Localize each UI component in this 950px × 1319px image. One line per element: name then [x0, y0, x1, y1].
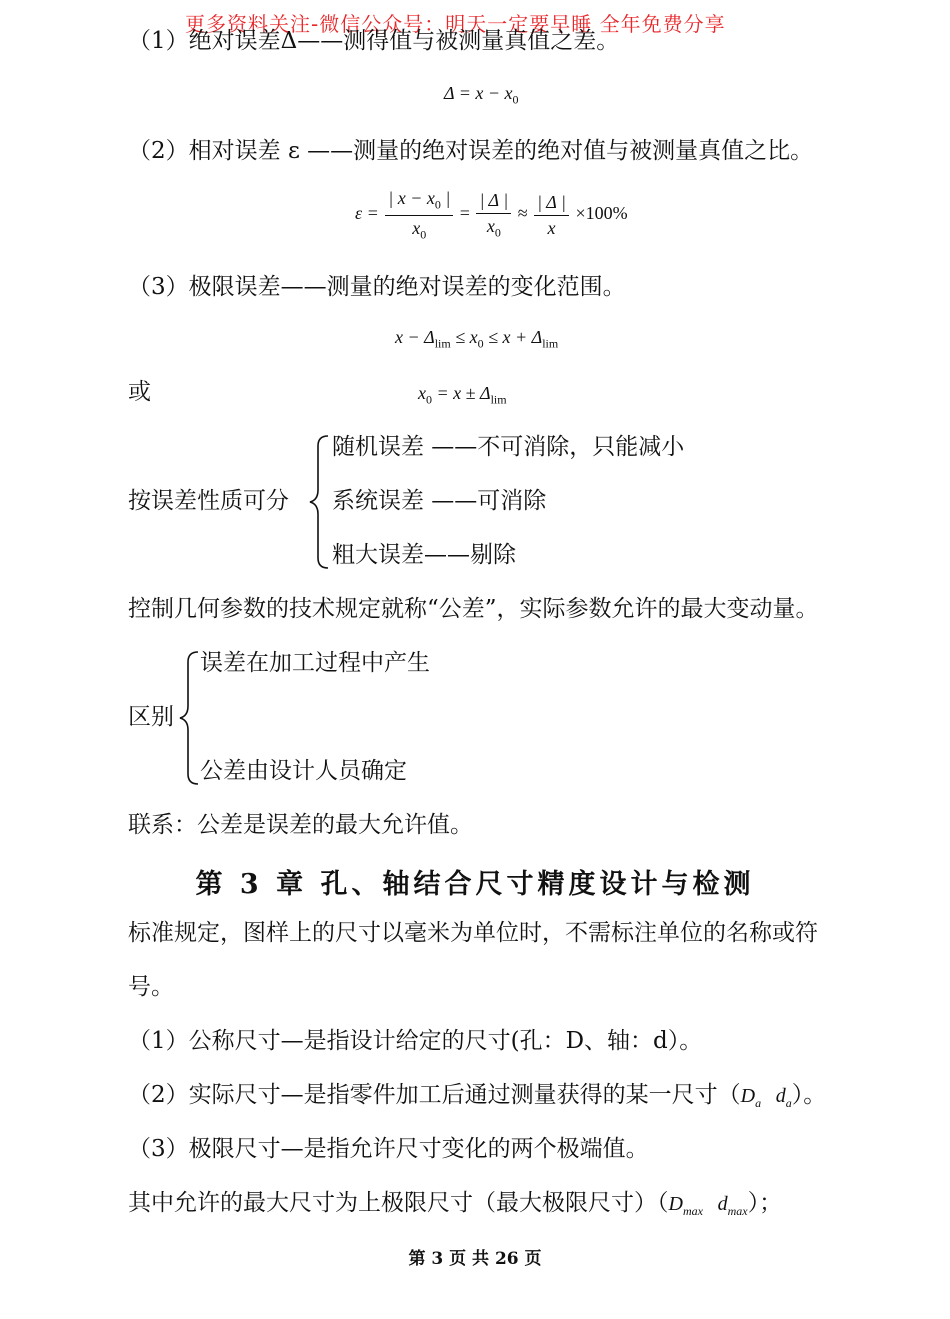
fraction-delta-x — [534, 192, 569, 239]
difference-brace-icon — [176, 648, 200, 788]
difference-entry-tolerance: 公差由设计人员确定 — [200, 758, 407, 784]
max-size-definition: 其中允许的最大尺寸为上极限尺寸（最大极限尺寸）（$D_{max}$ $d_{max}$）； — [128, 1190, 783, 1218]
fraction-denominator: $x_0$ — [412, 217, 427, 242]
standard-text-line-1: 标准规定，图样上的尺寸以毫米为单位时，不需标注单位的名称或符 — [128, 920, 818, 946]
equation-limit-range: $x - \Delta_{lim} \le x_0 \le x + \Delta_{lim}$ — [395, 327, 559, 351]
watermark-text: 更多资料关注-微信公众号：明天一定要早睡 全年免费分享 — [185, 12, 726, 36]
fraction-numerator: | Δ | — [534, 192, 569, 216]
equation-plus-minus: $x_0 = x \pm \Delta_{lim}$ — [418, 383, 507, 407]
equation-absolute-error — [444, 83, 519, 108]
nominal-size-definition: （1）公称尺寸—是指设计给定的尺寸(孔：D、轴：d）。 — [128, 1028, 703, 1054]
limit-size-definition: （3）极限尺寸—是指允许尺寸变化的两个极端值。 — [128, 1136, 649, 1162]
symbol-d-a: $d_a$ — [775, 1085, 792, 1110]
relation-text: 联系：公差是误差的最大允许值。 — [128, 812, 473, 838]
eq-times-percent: ×100% — [575, 203, 628, 224]
symbol-D-a: $D_a$ — [740, 1085, 762, 1110]
eq-equals: = — [459, 203, 470, 224]
equation-relative-error — [355, 188, 628, 242]
eq-approx: ≈ — [517, 203, 528, 224]
chapter-title: 第 3 章 孔、轴结合尺寸精度设计与检测 — [195, 869, 755, 900]
fraction-numerator: | Δ | — [476, 190, 511, 214]
eq-delta-lhs: Δ = x − x — [444, 83, 513, 103]
fraction-abs-x-diff — [385, 188, 453, 242]
difference-entry-error: 误差在加工过程中产生 — [200, 650, 430, 676]
or-word: 或 — [128, 379, 151, 405]
actual-size-definition: （2）实际尺寸—是指零件加工后通过测量获得的某一尺寸（$D_a$ $d_a$）。 — [128, 1082, 827, 1110]
fraction-delta-x0 — [476, 190, 511, 241]
standard-text-line-2: 号。 — [128, 974, 174, 1000]
classification-brace-icon — [306, 432, 330, 572]
classification-entry-random: 随机误差 ——不可消除，只能减小 — [332, 434, 685, 460]
classification-label: 按误差性质可分 — [128, 488, 289, 514]
fraction-numerator: | $x - x_0$ | — [385, 188, 453, 216]
tolerance-definition: 控制几何参数的技术规定就称“公差”，实际参数允许的最大变动量。 — [128, 596, 819, 622]
eq-sub-zero: 0 — [512, 92, 519, 107]
symbol-D-max: $D_{max}$ — [668, 1193, 703, 1218]
symbol-d-max: $d_{max}$ — [717, 1193, 748, 1218]
page-footer: 第 3 页 共 26 页 — [408, 1249, 542, 1269]
abs-error-definition: （1）绝对误差Δ——测得值与被测量真值之差。 — [128, 28, 620, 54]
classification-entry-systematic: 系统误差 ——可消除 — [332, 488, 547, 514]
classification-entry-gross: 粗大误差——剔除 — [332, 542, 516, 568]
difference-label: 区别 — [128, 704, 174, 730]
eq-eps: ε = — [355, 203, 379, 224]
fraction-denominator: $x_0$ — [486, 215, 501, 240]
limit-error-definition: （3）极限误差——测量的绝对误差的变化范围。 — [128, 274, 626, 300]
fraction-denominator: x — [547, 217, 556, 238]
rel-error-definition: （2）相对误差 ε ——测量的绝对误差的绝对值与被测量真值之比。 — [128, 138, 814, 164]
